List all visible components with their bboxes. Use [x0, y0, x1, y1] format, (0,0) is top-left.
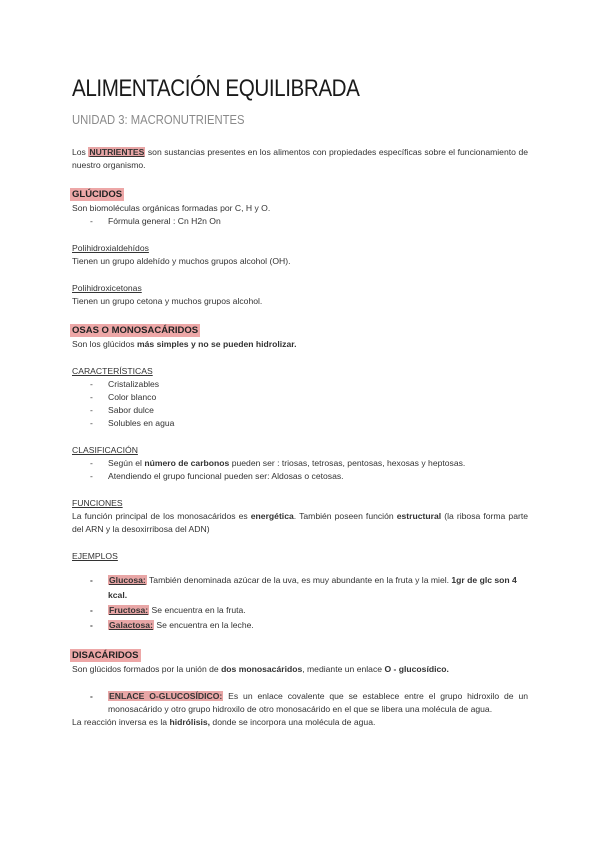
- disacaridos-text: Son glúcidos formados por la unión de dos monosacáridos, mediante un enlace O - glucosídico.: [72, 664, 449, 674]
- document-title: ALIMENTACIÓN EQUILIBRADA: [72, 75, 360, 102]
- list-item: - Solubles en agua: [72, 417, 528, 430]
- list-item: - Atendiendo el grupo funcional pueden ser: Aldosas o cetosas.: [72, 470, 528, 483]
- caracteristicas-list: [72, 378, 528, 430]
- polihidroxicetonas-title: Polihidroxicetonas: [72, 283, 142, 293]
- document-subtitle: UNIDAD 3: MACRONUTRIENTES: [72, 113, 245, 127]
- funciones-title: FUNCIONES: [72, 498, 123, 508]
- osas-text: Son los glúcidos más simples y no se pueden hidrolizar.: [72, 339, 297, 349]
- inversa-text: La reacción inversa es la hidrólisis, donde se incorpora una molécula de agua.: [72, 717, 376, 727]
- list-item: - Sabor dulce: [72, 404, 528, 417]
- glucidos-list: [72, 215, 528, 228]
- nutrientes-keyword: NUTRIENTES: [89, 147, 145, 157]
- glucidos-text: Son biomoléculas orgánicas formadas por C, H y O.: [72, 203, 271, 213]
- document-content: [72, 74, 528, 729]
- list-item: - ENLACE O-GLUCOSÍDICO: Es un enlace covalente que se establece entre el grupo hidroxilo de un monosacárido y otro grupo hidroxilo de otro monosacárido en el que se libera una molécula de agua.: [72, 690, 528, 716]
- disacaridos-heading: DISACÁRIDOS: [72, 650, 139, 661]
- polihidroxicetonas-text: Tienen un grupo cetona y muchos grupos alcohol.: [72, 296, 263, 306]
- caracteristicas-title: CARACTERÍSTICAS: [72, 366, 153, 376]
- clasificacion-title: CLASIFICACIÓN: [72, 445, 138, 455]
- formula-item: - Fórmula general : Cn H2n On: [72, 215, 528, 228]
- list-item: - Cristalizables: [72, 378, 528, 391]
- funciones-text: La función principal de los monosacáridos es energética. También poseen función estructural (la ribosa forma parte del ARN y la desoxirribosa del ADN): [72, 511, 529, 534]
- list-item: - Color blanco: [72, 391, 528, 404]
- enlace-list: [72, 690, 528, 716]
- list-item: - Según el número de carbonos pueden ser : triosas, tetrosas, pentosas, hexosas y heptosas.: [72, 457, 528, 470]
- ejemplos-list: [72, 573, 528, 633]
- list-item: - Glucosa: También denominada azúcar de la uva, es muy abundante en la fruta y la miel. 1gr de glc son 4 kcal.: [72, 573, 528, 603]
- ejemplos-title: EJEMPLOS: [72, 551, 118, 561]
- polihidroxialdehidos-title: Polihidroxialdehídos: [72, 243, 149, 253]
- list-item: - Fructosa: Se encuentra en la fruta.: [72, 603, 528, 618]
- polihidroxialdehidos-text: Tienen un grupo aldehído y muchos grupos alcohol (OH).: [72, 256, 291, 266]
- intro-paragraph: Los NUTRIENTES son sustancias presentes en los alimentos con propiedades específicas sobre el funcionamiento de nuestro organismo.: [72, 147, 528, 170]
- clasificacion-list: [72, 457, 528, 483]
- list-item: - Galactosa: Se encuentra en la leche.: [72, 618, 528, 633]
- glucidos-heading: GLÚCIDOS: [72, 189, 123, 200]
- osas-heading: OSAS O MONOSACÁRIDOS: [72, 325, 199, 336]
